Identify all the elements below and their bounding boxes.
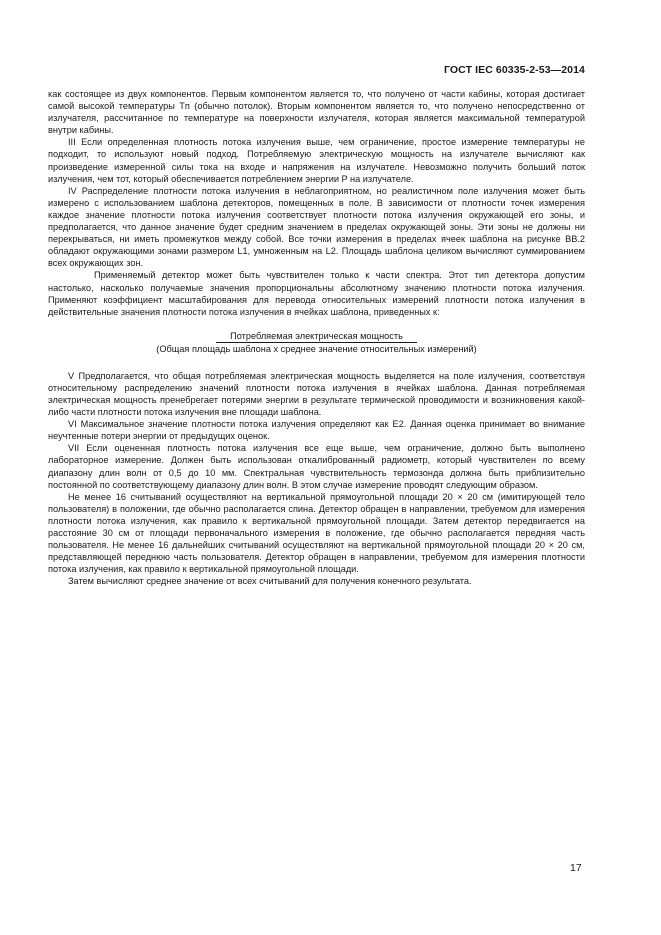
page-number: 17 — [570, 862, 582, 874]
paragraph-iii: III Если определенная плотность потока излучения выше, чем ограничение, простое измерение температуры не подходит, то используют новый подход. Потребляемую электрическую мощность на излучателе вычисляют как произведение измеренной силы тока на входе и напряжения на излучателе. Невозможно получить больший поток излучения, чем тот, который обеспечивается потреблением энергии P на излучателе. — [48, 137, 585, 184]
paragraph-iv: IV Распределение плотности потока излучения в неблагоприятном, но реалистичном поле излучения может быть измерено с использованием шаблона детекторов, помещенных в поле. В зависимости от плотности точек измерения каждое значение плотности потока излучения соответствует плотности потока излучения окружающей его зоны, и предполагается, что данное значение будет средним значением в пределах окружающей зоны. Эти зоны не должны ни перекрываться, ни иметь промежутков между собой. Все точки измерения в пределах ячеек шаблона на рисунке ВВ.2 обладают окружающими зонами размером L1, умноженным на L2. Площадь шаблона целиком вычисляют суммированием всех окружающих зон. — [48, 185, 585, 269]
formula-denominator: (Общая площадь шаблона х среднее значение относительных измерений) — [156, 344, 477, 355]
formula-numerator: Потребляемая электрическая мощность — [216, 330, 417, 344]
standard-code-header: ГОСТ IEC 60335-2-53—2014 — [443, 64, 585, 76]
scaling-formula — [48, 330, 585, 356]
paragraph-vi: VI Максимальное значение плотности потока излучения определяют как E2. Данная оценка принимает во внимание неучтенные потери энергии от предыдущих оценок. — [48, 419, 585, 442]
paragraph-v: V Предполагается, что общая потребляемая электрическая мощность выделяется на поле излучения, соответствуя относительному распределению значений плотности потока излучения в ячейках шаблона. Данная потребляемая электрическая мощность пренебрегает потерями энергии в результате термической проводимости и возникновения какой-либо части плотности потока излучения вне площади шаблона. — [48, 370, 585, 418]
paragraph-readings: Не менее 16 считываний осуществляют на вертикальной прямоугольной площади 20 × 20 см (имитирующей тело пользователя) в положении, где обычно располагается спина. Детектор обращен в направлении, требуемом для измерения плотности потока излучения, как правило к вертикальной прямоугольной площади. Затем детектор передвигается на расстояние 30 см от площади первоначального измерения в положение, где обычно располагается передняя часть пользователя. Не менее 16 дальнейших считываний осуществляют на вертикальной прямоугольной площади 20 × 20 см, представляющей переднюю часть пользователя. Детектор обращен в направлении, требуемом для измерения плотности потока излучения, как правило к вертикальной прямоугольной площади. — [48, 491, 585, 575]
document-body — [48, 88, 585, 587]
paragraph-detector: Применяемый детектор может быть чувствителен только к части спектра. Этот тип детектора допустим настолько, насколько получаемые значения пропорциональны абсолютному значению плотности потока излучения. Применяют коэффициент масштабирования для перевода относительных измерений плотности потока излучения в действительные значения плотности потока излучения в ячейках шаблона, приведенных к: — [48, 270, 585, 317]
paragraph-final: Затем вычисляют среднее значение от всех считываний для получения конечного результата. — [68, 576, 472, 587]
paragraph-continuation: как состоящее из двух компонентов. Первым компонентом является то, что получено от части кабины, которая достигает самой высокой температуры Tп (обычно потолок). Вторым компонентом является то, что получено непосредственно от излучателя, рассчитанное по температуре на поверхности излучателя, которая является максимальной температурой внутри кабины. — [48, 89, 585, 136]
paragraph-vii: VII Если оцененная плотность потока излучения все еще выше, чем ограничение, должно быть выполнено лабораторное измерение. Должен быть использован откалиброванный радиометр, который чувствителен по всему диапазону длин волн от 0,5 до 10 мм. Спектральная чувствительность термозонда должна быть приблизительно постоянной по соответствующему диапазону длин волн. В этом случае измерение проводят следующим образом. — [48, 443, 585, 490]
